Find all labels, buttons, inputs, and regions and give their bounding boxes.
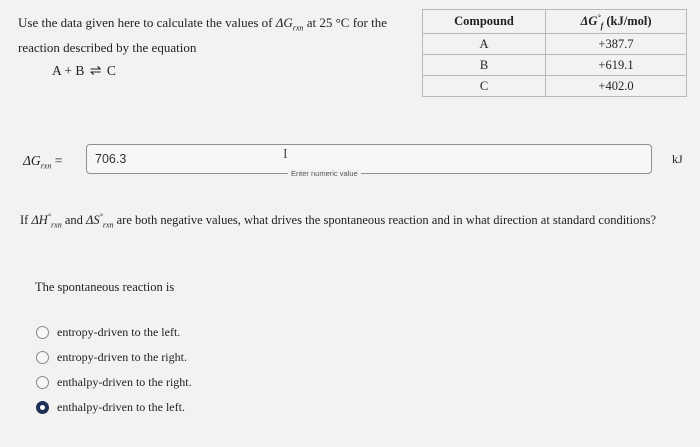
answer-symbol: ΔG	[23, 153, 41, 168]
reaction-equation	[52, 63, 116, 80]
option-enthalpy-left[interactable]	[36, 395, 192, 420]
radio-icon[interactable]	[36, 351, 49, 364]
equation-left: A + B	[52, 63, 85, 78]
numeric-answer-input[interactable]	[86, 144, 652, 174]
compound-header: Compound	[423, 10, 546, 34]
formation-energy-table	[422, 9, 687, 97]
q2-suffix: are both negative values, what drives the spontaneous reaction and in what direction at standard conditions?	[113, 213, 657, 228]
radio-selected-icon[interactable]	[36, 401, 49, 414]
question-2	[20, 212, 656, 230]
radio-icon[interactable]	[36, 326, 49, 339]
table-row	[423, 34, 687, 55]
delta-gf-header	[546, 10, 687, 34]
table-row	[423, 55, 687, 76]
delta-s-symbol: ΔS	[86, 213, 100, 228]
equation-right: C	[106, 63, 116, 78]
delta-gf-symbol: ΔG	[580, 13, 598, 28]
table-header-row	[423, 10, 687, 34]
intro-text-end: at 25 °C for the reaction described by the equation	[18, 15, 387, 55]
ds-superscript: °	[99, 212, 103, 221]
value-cell: +387.7	[546, 34, 687, 55]
compound-cell: A	[423, 34, 546, 55]
option-enthalpy-right[interactable]	[36, 370, 192, 395]
table-row	[423, 76, 687, 97]
q2-prefix: If	[20, 213, 32, 228]
f-subscript: f	[600, 21, 604, 31]
option-entropy-left[interactable]	[36, 320, 192, 345]
dh-subscript: rxn	[51, 220, 62, 230]
compound-cell: C	[423, 76, 546, 97]
option-label[interactable]: enthalpy-driven to the right.	[57, 375, 192, 389]
option-label[interactable]: entropy-driven to the right.	[57, 350, 187, 364]
q2-mid: and	[61, 213, 87, 228]
input-hint: Enter numeric value	[288, 169, 361, 178]
answer-label	[23, 153, 62, 171]
rxn-subscript: rxn	[292, 23, 304, 33]
equals-sign: =	[54, 153, 63, 168]
ds-subscript: rxn	[102, 220, 114, 230]
compound-cell: B	[423, 55, 546, 76]
dh-superscript: °	[47, 212, 52, 221]
answer-value: 706.3	[95, 152, 127, 166]
answer-subscript: rxn	[40, 161, 52, 171]
value-cell: +402.0	[546, 76, 687, 97]
delta-h-symbol: ΔH	[31, 213, 48, 228]
radio-options	[36, 320, 192, 420]
text-cursor-icon: I	[283, 147, 288, 162]
delta-g-symbol: ΔG	[275, 15, 293, 30]
answer-unit: kJ	[672, 152, 683, 166]
unit-header: (kJ/mol)	[603, 13, 652, 28]
degree-superscript: °	[597, 12, 601, 22]
option-label[interactable]: enthalpy-driven to the left.	[57, 400, 185, 414]
options-lead: The spontaneous reaction is	[35, 280, 175, 294]
option-entropy-right[interactable]	[36, 345, 192, 370]
radio-icon[interactable]	[36, 376, 49, 389]
equilibrium-arrows-icon: ⇌	[89, 64, 102, 79]
value-cell: +619.1	[546, 55, 687, 76]
question-intro	[18, 13, 413, 57]
intro-text-start: Use the data given here to calculate the values of	[18, 15, 276, 30]
option-label[interactable]: entropy-driven to the left.	[57, 325, 181, 339]
